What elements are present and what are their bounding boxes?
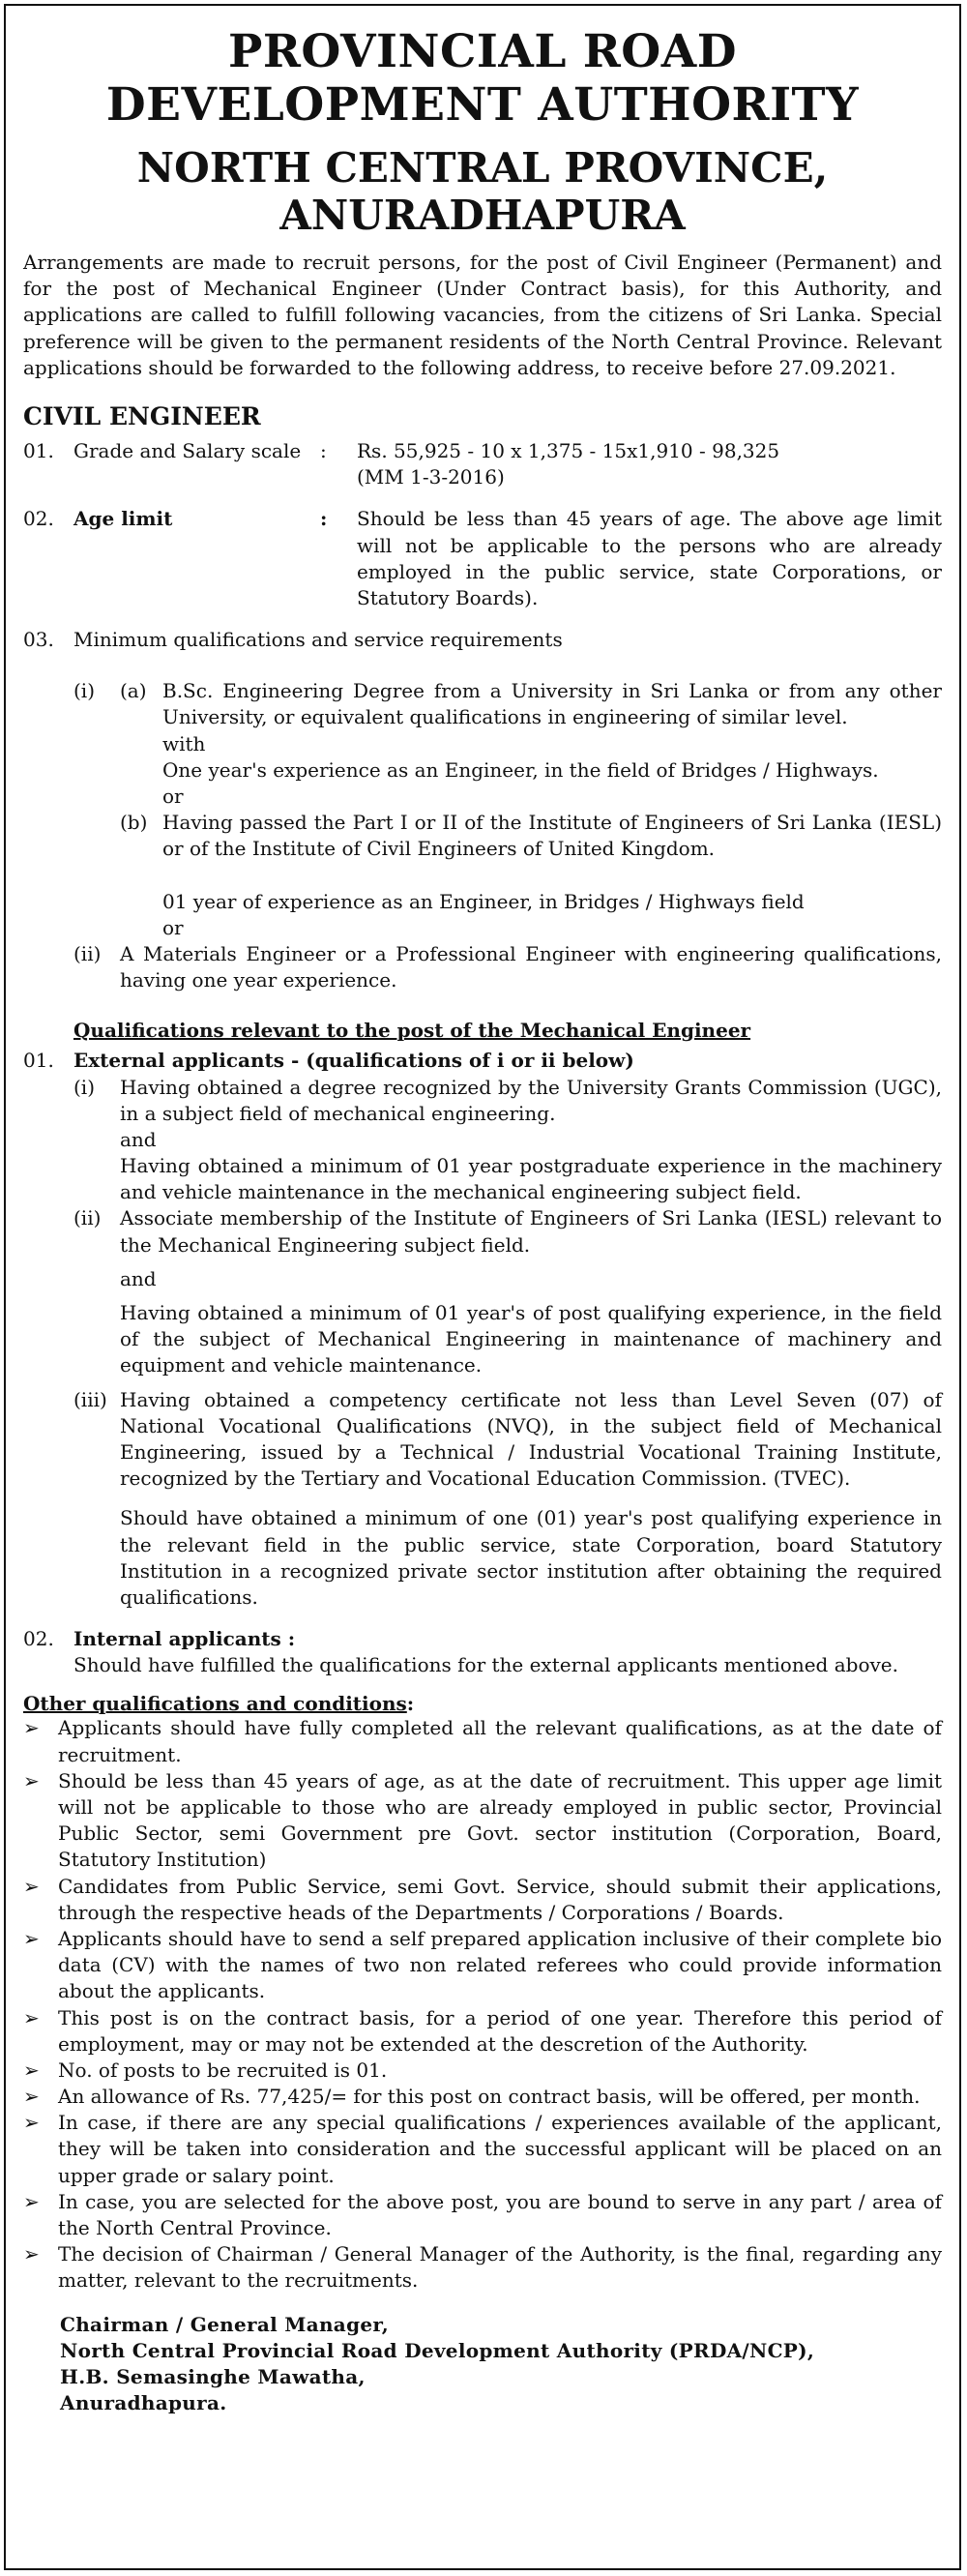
internal-number: 02. <box>23 1627 54 1651</box>
condition-text: Applicants should have fully completed all the relevant qualifications, as at the date of recruitment. <box>58 1716 942 1766</box>
mech-ii-and: and <box>120 1266 157 1290</box>
age-label: Age limit <box>73 507 173 531</box>
min-qualifications-number: 03. <box>23 628 54 652</box>
intro-paragraph: Arrangements are made to recruit persons, for the post of Civil Engineer (Permanent) and for the post of Mechanical Engineer (Under Contract basis), for this Authority, and applications are called to fulfill following vacancies, from the citizens of Sri Lanka. Special preference will be given to the permanent residents of the North Central Province. Relevant applications should be forwarded to the following address, to receive before 27.09.2021. <box>23 251 942 379</box>
internal-applicants-row <box>23 1626 942 1678</box>
grade-label: Grade and Salary scale <box>73 438 302 462</box>
condition-text: This post is on the contract basis, for a period of one year. Therefore this period of employment, may or may not be extended at the descretion of the Authority. <box>58 2005 942 2056</box>
civil-or-1: or <box>162 785 184 808</box>
age-colon: : <box>320 507 328 531</box>
min-qualifications-label: Minimum qualifications and service requirements <box>73 628 563 652</box>
page-subtitle: NORTH CENTRAL PROVINCE, ANURADHAPURA <box>136 143 829 240</box>
mechanical-heading: Qualifications relevant to the post of the Mechanical Engineer <box>73 1019 751 1043</box>
condition-text: Candidates from Public Service, semi Govt. Service, should submit their applications, through the respective heads of the Departments / Corporations / Boards. <box>58 1874 942 1924</box>
salary-scale: Rs. 55,925 - 10 x 1,375 - 15x1,910 - 98,325 <box>357 438 780 462</box>
grade-value <box>357 438 942 490</box>
civil-a-text: B.Sc. Engineering Degree from a University in Sri Lanka or from any other University, or equivalent qualifications in engineering of similar level. <box>162 679 942 729</box>
bullet-arrow-icon: ➢ <box>23 1926 40 1950</box>
civil-i-label: (i) <box>73 679 96 703</box>
mech-i-and: and <box>120 1127 157 1151</box>
civil-b-experience: 01 year of experience as an Engineer, in Bridges / Highways field <box>162 889 805 913</box>
min-qualifications-row <box>23 627 942 653</box>
age-number: 02. <box>23 507 54 531</box>
other-conditions-heading: Other qualifications and conditions: <box>23 1692 415 1716</box>
condition-item <box>23 1768 942 1874</box>
civil-with: with <box>162 731 206 755</box>
civil-b-label: (b) <box>120 811 148 835</box>
civil-or-2: or <box>162 915 184 939</box>
civil-ii-label: (ii) <box>73 941 102 965</box>
mech-qual-i <box>23 1075 942 1206</box>
civil-qual-ii <box>23 941 942 993</box>
condition-text: In case, you are selected for the above post, you are bound to serve in any part / area of the North Central Province. <box>58 2189 942 2239</box>
age-value: Should be less than 45 years of age. The above age limit will not be applicable to the persons who are already employed in the public service, state Corporations, or Statutory Boards). <box>357 507 942 609</box>
civil-a-experience: One year's experience as an Engineer, in the field of Bridges / Highways. <box>162 757 879 782</box>
civil-a-label: (a) <box>120 679 147 703</box>
signature-city: Anuradhapura. <box>60 2391 227 2415</box>
civil-b-text: Having passed the Part I or II of the Institute of Engineers of Sri Lanka (IESL) or of the Institute of Civil Engineers of United Kingdom. <box>162 811 942 861</box>
civil-qual-b <box>23 810 942 862</box>
bullet-arrow-icon: ➢ <box>23 2111 40 2135</box>
external-label: External applicants - (qualifications of i or ii below) <box>73 1049 634 1073</box>
civil-ii-text: A Materials Engineer or a Professional Engineer with engineering qualifications, having one year experience. <box>120 941 942 992</box>
bullet-arrow-icon: ➢ <box>23 1874 40 1898</box>
mech-iii-text: Having obtained a competency certificate not less than Level Seven (07) of National Vocational Qualifications (NVQ), in the subject field of Mechanical Engineering, issued by a Technical / Industrial Vocational Training Institute, recognized by the Tertiary and Vocational Education Commission. (TVEC). <box>120 1387 942 1491</box>
signature-authority: North Central Provincial Road Development Authority (PRDA/NCP), <box>60 2338 815 2362</box>
condition-item <box>23 2189 942 2241</box>
bullet-arrow-icon: ➢ <box>23 2189 40 2213</box>
mech-ii-label: (ii) <box>73 1206 102 1230</box>
mech-iii-text-2: Should have obtained a minimum of one (01) year's post qualifying experience in the relevant field in the public service, state Corporation, board Statutory Institution in a recognized private sector institution after obtaining the required qualifications. <box>120 1506 942 1609</box>
mech-i-label: (i) <box>73 1075 96 1099</box>
condition-item <box>23 1926 942 2005</box>
signature-block <box>60 2312 942 2417</box>
condition-item <box>23 2058 942 2084</box>
condition-item <box>23 1874 942 1926</box>
bullet-arrow-icon: ➢ <box>23 2058 40 2082</box>
signature-title: Chairman / General Manager, <box>60 2312 390 2336</box>
bullet-arrow-icon: ➢ <box>23 1768 40 1792</box>
bullet-arrow-icon: ➢ <box>23 2005 40 2029</box>
internal-text: Should have fulfilled the qualifications for the external applicants mentioned above. <box>73 1653 898 1677</box>
grade-number: 01. <box>23 438 54 462</box>
condition-item <box>23 2110 942 2189</box>
condition-text: In case, if there are any special qualifications / experiences available of the applicant, they will be taken into consideration and the successful applicant will be placed on an upper grade or salary point. <box>58 2111 942 2187</box>
advertisement-frame <box>4 4 961 2570</box>
condition-text: Applicants should have to send a self prepared application inclusive of their complete bio data (CV) with the names of two non related referees who could provide information about the applicants. <box>58 1926 942 2003</box>
grade-colon: : <box>320 438 327 462</box>
age-row <box>23 506 942 611</box>
condition-text: Should be less than 45 years of age, as at the date of recruitment. This upper age limit will not be applicable to those who are already employed in public sector, Provincial Public Sector, semi Government pre Govt. sector institution (Corporation, Board, Statutory Institution) <box>58 1768 942 1872</box>
civil-engineer-heading: CIVIL ENGINEER <box>23 401 261 430</box>
internal-label: Internal applicants : <box>73 1627 296 1651</box>
external-number: 01. <box>23 1049 54 1073</box>
condition-text: No. of posts to be recruited is 01. <box>58 2058 388 2082</box>
bullet-arrow-icon: ➢ <box>23 2242 40 2266</box>
mech-qual-ii <box>23 1205 942 1378</box>
bullet-arrow-icon: ➢ <box>23 1716 40 1740</box>
condition-text: An allowance of Rs. 77,425/= for this post on contract basis, will be offered, per month. <box>58 2085 921 2109</box>
salary-circular: (MM 1-3-2016) <box>357 465 505 489</box>
condition-item <box>23 2005 942 2058</box>
external-applicants-row <box>23 1048 942 1074</box>
condition-item <box>23 1715 942 1767</box>
mech-iii-label: (iii) <box>73 1387 107 1411</box>
civil-qual-i <box>23 678 942 730</box>
signature-street: H.B. Semasinghe Mawatha, <box>60 2364 366 2388</box>
condition-text: The decision of Chairman / General Manager of the Authority, is the final, regarding any matter, relevant to the recruitments. <box>58 2242 942 2293</box>
condition-item <box>23 2084 942 2110</box>
grade-row <box>23 438 942 490</box>
mech-i-text-2: Having obtained a minimum of 01 year postgraduate experience in the machinery and vehicle maintenance in the mechanical engineering subject field. <box>120 1154 942 1204</box>
page-title: PROVINCIAL ROAD DEVELOPMENT AUTHORITY <box>105 25 860 133</box>
mech-qual-iii <box>23 1387 942 1612</box>
condition-item <box>23 2241 942 2294</box>
mech-i-text: Having obtained a degree recognized by the University Grants Commission (UGC), in a subject field of mechanical engineering. <box>120 1075 942 1125</box>
conditions-list <box>23 1715 942 2294</box>
bullet-arrow-icon: ➢ <box>23 2085 40 2109</box>
mech-ii-text-2: Having obtained a minimum of 01 year's of post qualifying experience, in the field of the subject of Mechanical Engineering in maintenance of machinery and equipment and vehicle maintenance. <box>120 1301 942 1377</box>
mech-ii-text: Associate membership of the Institute of Engineers of Sri Lanka (IESL) relevant to the Mechanical Engineering subject field. <box>120 1206 942 1257</box>
